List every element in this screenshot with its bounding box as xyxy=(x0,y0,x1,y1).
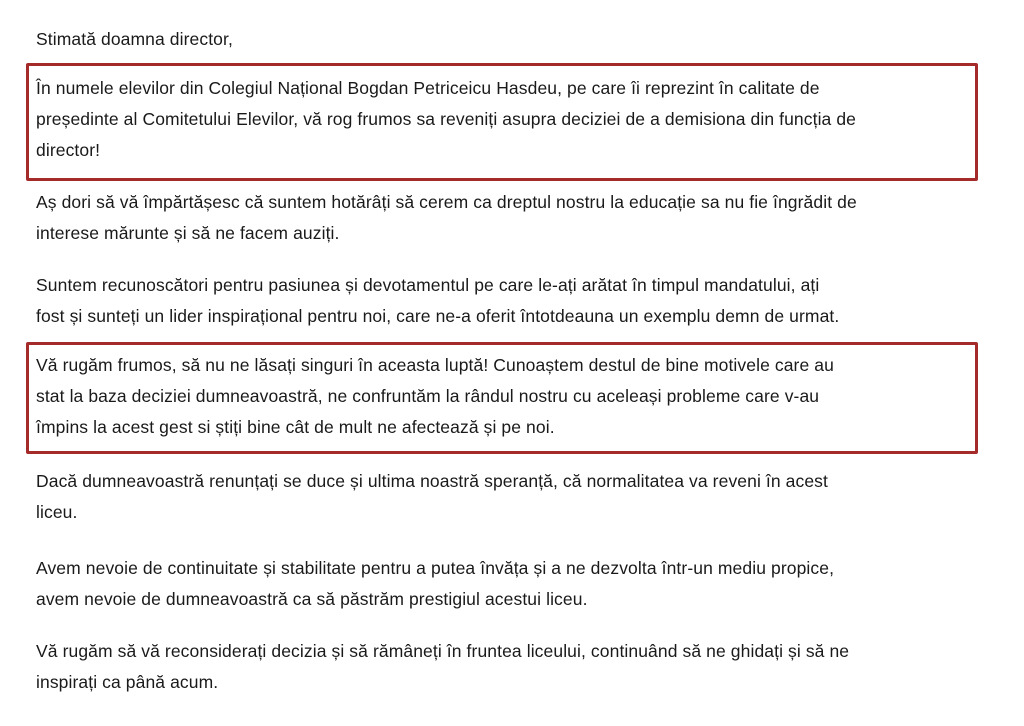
paragraph-determination xyxy=(36,187,996,249)
paragraph-line: Vă rugăm să vă reconsiderați decizia și să rămâneți în fruntea liceului, continuând să ne ghidați și să ne xyxy=(36,641,850,661)
paragraph-continuity xyxy=(36,553,996,615)
paragraph-line: Suntem recunoscători pentru pasiunea și devotamentul pe care le-ați arătat în timpul mandatului, ați xyxy=(36,275,820,295)
salutation xyxy=(36,24,996,55)
paragraph-line: avem nevoie de dumneavoastră ca să păstrăm prestigiul acestui liceu. xyxy=(36,589,588,609)
paragraph-gratitude xyxy=(36,270,996,332)
paragraph-line: stat la baza deciziei dumneavoastră, ne confruntăm la rândul nostru cu aceleași probleme care v-au xyxy=(36,386,820,406)
paragraph-plea xyxy=(36,350,996,443)
paragraph-line: liceu. xyxy=(36,502,78,522)
paragraph-line: Avem nevoie de continuitate și stabilitate pentru a putea învăța și a ne dezvolta într-un mediu propice, xyxy=(36,558,835,578)
salutation-line: Stimată doamna director, xyxy=(36,29,233,49)
paragraph-hope xyxy=(36,466,996,528)
paragraph-line: director! xyxy=(36,140,101,160)
paragraph-line: interese mărunte și să ne facem auziți. xyxy=(36,223,340,243)
paragraph-line: împins la acest gest si știți bine cât de mult ne afectează și pe noi. xyxy=(36,417,555,437)
paragraph-reconsider xyxy=(36,636,996,698)
paragraph-line: președinte al Comitetului Elevilor, vă rog frumos sa reveniți asupra deciziei de a demisiona din funcția de xyxy=(36,109,857,129)
paragraph-line: Aș dori să vă împărtășesc că suntem hotărâți să cerem ca dreptul nostru la educație sa nu fie îngrădit de xyxy=(36,192,857,212)
paragraph-line: inspirați ca până acum. xyxy=(36,672,219,692)
paragraph-line: fost și sunteți un lider inspirațional pentru noi, care ne-a oferit întotdeauna un exemplu demn de urmat. xyxy=(36,306,840,326)
paragraph-line: Vă rugăm frumos, să nu ne lăsați singuri în aceasta luptă! Cunoaștem destul de bine motivele care au xyxy=(36,355,834,375)
paragraph-line: Dacă dumneavoastră renunțați se duce și ultima noastră speranță, că normalitatea va reveni în acest xyxy=(36,471,828,491)
paragraph-request xyxy=(36,73,996,166)
paragraph-line: În numele elevilor din Colegiul Național Bogdan Petriceicu Hasdeu, pe care îi reprezint în calitate de xyxy=(36,78,820,98)
